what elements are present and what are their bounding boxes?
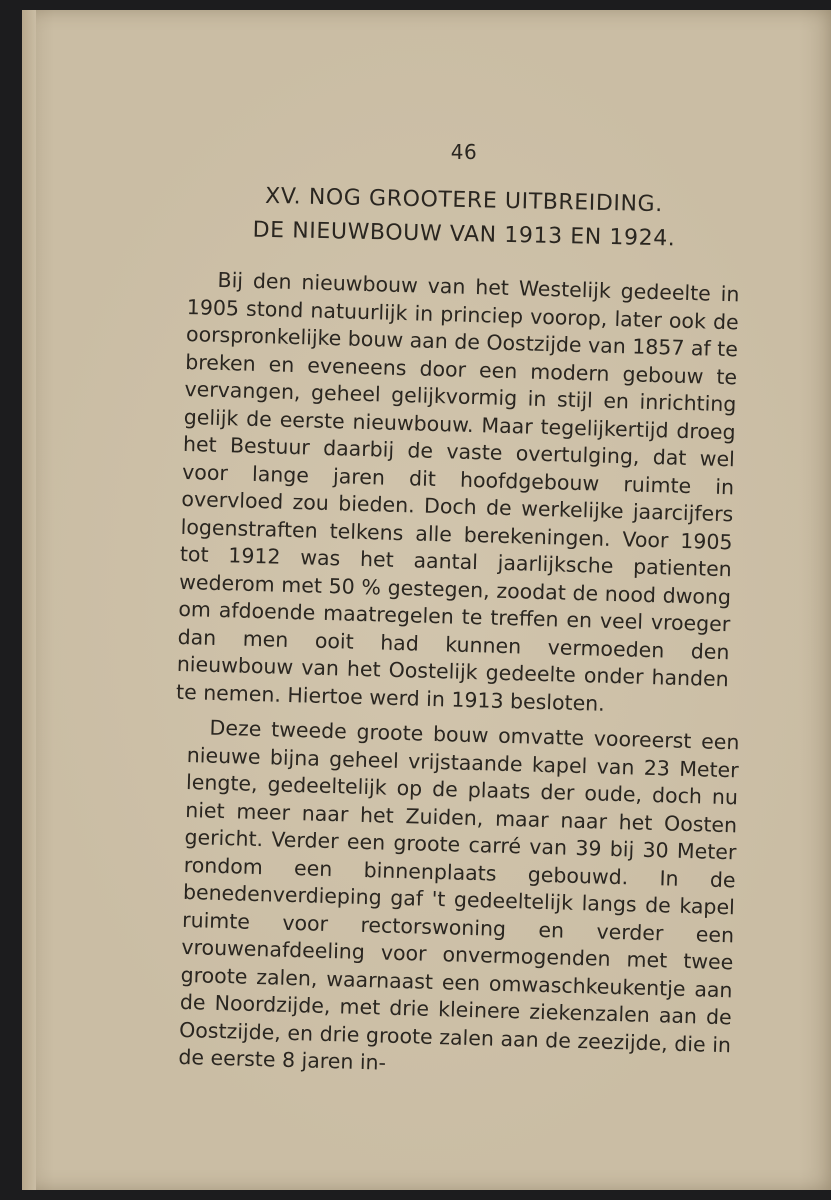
page-binding-edge [22, 10, 36, 1190]
page-number: 46 [450, 140, 478, 164]
chapter-heading-line-1: XV. NOG GROOTERE UITBREIDING. [264, 183, 664, 218]
chapter-heading-line-2: DE NIEUWBOUW VAN 1913 EN 1924. [252, 217, 676, 252]
body-paragraph: Deze tweede groote bouw omvatte vooreerst een nieuwe bijna geheel vrijstaande kapel van 23 Meter lengte, gedeeltelijk op de plaats der oude, doch nu niet meer naar het Zuiden, maar naar het Oosten gericht. Verder een groote carré van 39 bij 30 Meter rondom een binnenplaats gebouwd. In de benedenverdieping gaf 't gedeeltelijk langs de kapel ruimte voor rectorswoning en verder een vrouwenafdeeling voor onvermogenden met twee groote zalen, waarnaast een omwaschkeukentje aan de Noordzijde, met drie kleinere ziekenzalen aan de Oostzijde, en drie groote zalen aan de zeezijde, die in de eerste 8 jaren in- [178, 715, 740, 1075]
body-paragraph: Bij den nieuwbouw van het Westelijk gedeelte in 1905 stond natuurlijk in princiep voorop, later ook de oorspronkelijke bouw aan de Oostzijde van 1857 af te breken en eveneens door een modern gebouw te vervangen, geheel gelijkvormig in stijl en inrichting gelijk de eerste nieuwbouw. Maar tegelijkertijd droeg het Bestuur daarbij de vaste overtulging, dat wel voor lange jaren dit hoofdgebouw ruimte in overvloed zou bieden. Doch de werkelijke jaarcijfers logenstraften telkens alle berekeningen. Voor 1905 tot 1912 was het aantal jaarlijksche patienten wederom met 50 % gestegen, zoodat de nood dwong om afdoende maatregelen te treffen en veel vroeger dan men ooit had kunnen vermoeden den nieuwbouw van het Oostelijk gedeelte onder handen te nemen. Hiertoe werd in 1913 besloten. [175, 267, 740, 716]
page-text-block [175, 140, 740, 1075]
